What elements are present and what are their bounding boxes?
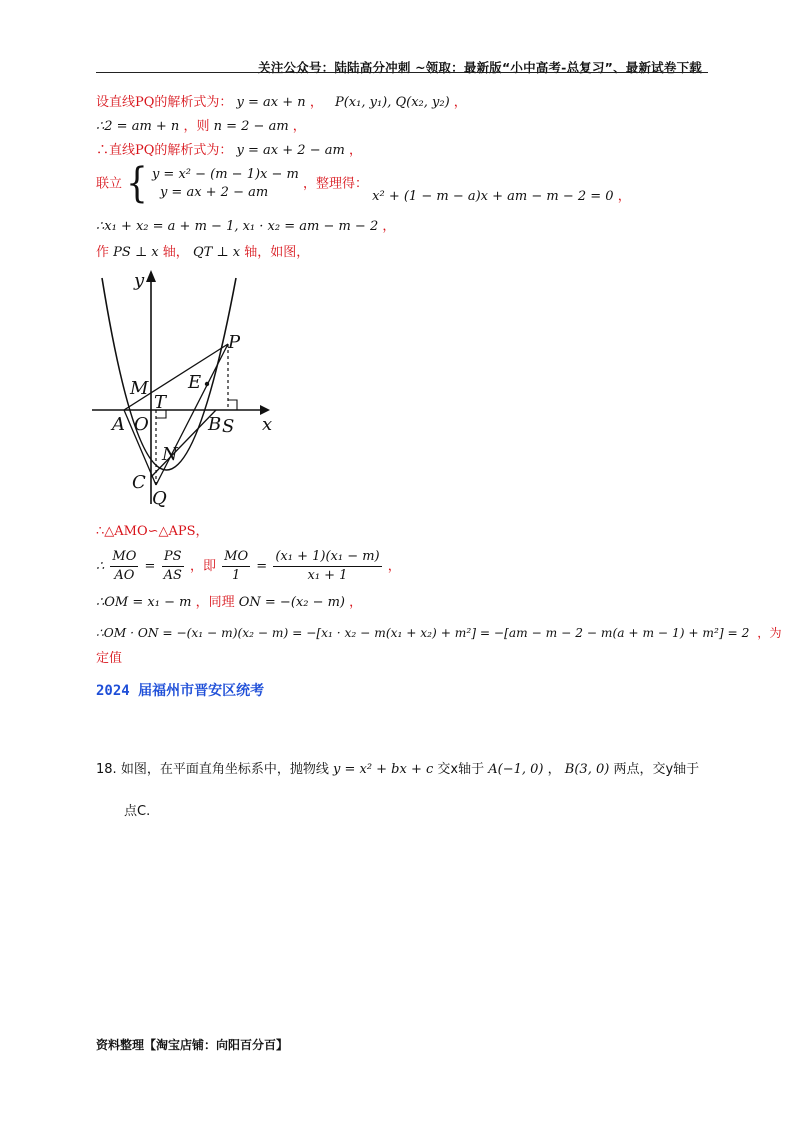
fraction-MO-1 — [222, 548, 250, 585]
label-M: M — [130, 378, 149, 399]
math-expression: PS ⊥ x — [113, 245, 159, 260]
math-expression: ∴OM · ON = −(x₁ − m)(x₂ − m) = −[x₁ · x₂ − m(x₁ + x₂) + m²] = −[am − m − 2 − m(a + m − 1) + m²] = 2 — [96, 626, 750, 640]
label-P: P — [228, 332, 241, 353]
label-B: B — [208, 414, 222, 435]
problem-18-continued: 点C. — [124, 804, 151, 819]
section-title: 2024 届福州市晋安区统考 — [96, 683, 265, 699]
text-red: ， — [348, 143, 362, 158]
fraction-numerator: PS — [162, 548, 184, 567]
problem-text: 交x轴于 — [437, 762, 485, 777]
right-angle-mark-S — [228, 400, 237, 410]
text-red: ，整理得： — [303, 176, 369, 192]
page-footer: 资料整理【淘宝店铺：向阳百分百】 — [96, 1038, 289, 1052]
label-y: y — [134, 270, 145, 291]
solution-line-8 — [96, 548, 401, 585]
math-expression: A(−1, 0) — [488, 762, 544, 777]
equation-system — [152, 166, 299, 202]
label-S: S — [222, 416, 235, 437]
text-red: ，同理 — [195, 595, 235, 610]
label-O: O — [134, 414, 149, 435]
text-red: ， — [309, 95, 323, 110]
text-red: ， — [617, 188, 631, 204]
page-header: 关注公众号：陆陆高分冲刺 ~领取：最新版“小中高考-总复习”、最新试卷下载 — [258, 60, 702, 75]
math-expression: ∴OM = x₁ − m — [96, 595, 192, 610]
text-red: ，为 — [757, 626, 782, 640]
math-expression: B(3, 0) — [564, 762, 610, 777]
solution-line-3 — [96, 142, 362, 160]
solution-line-5 — [96, 218, 395, 236]
math-expression: ∴ — [96, 559, 105, 574]
label-x: x — [262, 414, 273, 435]
fraction-denominator: x₁ + 1 — [307, 568, 348, 583]
fraction-numerator: MO — [222, 548, 250, 567]
text-red: 轴，如图， — [244, 245, 310, 260]
problem-text: ， — [547, 762, 561, 777]
fraction-PS-AS — [162, 548, 184, 585]
solution-line-4 — [96, 160, 631, 208]
solution-line-11: 定值 — [96, 651, 123, 666]
fraction-numerator: (x₁ + 1)(x₁ − m) — [273, 548, 381, 567]
label-E: E — [188, 372, 202, 393]
text-red: ， — [349, 595, 363, 610]
math-expression: y = x² − (m − 1)x − m — [151, 167, 299, 182]
text-red: ∴直线PQ的解析式为： — [96, 143, 233, 158]
math-expression: y = ax + 2 − am — [236, 143, 345, 158]
text-red: ，则 — [183, 119, 210, 134]
fraction-product — [273, 548, 381, 585]
math-expression: y = x² + bx + c — [332, 762, 434, 777]
point-E — [205, 382, 209, 386]
problem-text: 两点，交y轴于 — [613, 762, 700, 777]
solution-line-1 — [96, 94, 467, 112]
fraction-numerator: MO — [110, 548, 138, 567]
math-expression: ∴x₁ + x₂ = a + m − 1, x₁ · x₂ = am − m − 2 — [96, 219, 379, 234]
solution-line-6 — [96, 244, 309, 262]
fraction-denominator: AS — [163, 568, 182, 583]
brace-symbol: { — [126, 160, 148, 208]
label-C: C — [132, 472, 146, 493]
label-Q: Q — [152, 488, 167, 509]
text-red: ， — [453, 95, 467, 110]
line-CB — [151, 410, 216, 477]
text-red: 联立 — [96, 176, 123, 192]
solution-line-9 — [96, 594, 362, 612]
text-red: 作 — [96, 245, 110, 260]
math-expression: n = 2 − am — [213, 119, 289, 134]
problem-number: 18. — [96, 762, 117, 777]
problem-text: 如图，在平面直角坐标系中，抛物线 — [120, 762, 329, 777]
y-axis-arrow — [146, 270, 156, 282]
line-AP — [124, 344, 228, 410]
math-expression: QT ⊥ x — [192, 245, 241, 260]
fraction-denominator: AO — [114, 568, 135, 583]
text-red: ， — [387, 559, 401, 574]
math-expression: ON = −(x₂ − m) — [238, 595, 345, 610]
text-red: 设直线PQ的解析式为： — [96, 95, 233, 110]
fraction-denominator: 1 — [232, 568, 241, 583]
equals-sign: = — [144, 559, 156, 574]
math-expression: y = ax + 2 − am — [159, 185, 269, 200]
text-red: ， — [382, 219, 396, 234]
solution-line-10 — [96, 624, 782, 642]
math-expression: x² + (1 − m − a)x + am − m − 2 = 0 — [372, 188, 614, 204]
text-red: 轴， — [162, 245, 189, 260]
math-expression: y = ax + n — [236, 95, 306, 110]
fraction-MO-AO — [110, 548, 138, 585]
label-A: A — [112, 414, 125, 435]
text-red: ， — [292, 119, 306, 134]
parabola-curve — [102, 278, 236, 470]
parabola-figure — [90, 264, 290, 514]
label-N: N — [162, 444, 178, 465]
text-red: ，即 — [190, 559, 217, 574]
problem-18 — [96, 758, 699, 777]
math-expression: ∴2 = am + n — [96, 119, 180, 134]
solution-line-7: ∴△AMO∽△APS， — [96, 524, 209, 539]
equals-sign: = — [256, 559, 268, 574]
solution-line-2 — [96, 118, 306, 136]
math-expression: P(x₁, y₁), Q(x₂, y₂) — [334, 95, 450, 110]
header-divider — [96, 72, 708, 73]
label-T: T — [154, 392, 167, 413]
